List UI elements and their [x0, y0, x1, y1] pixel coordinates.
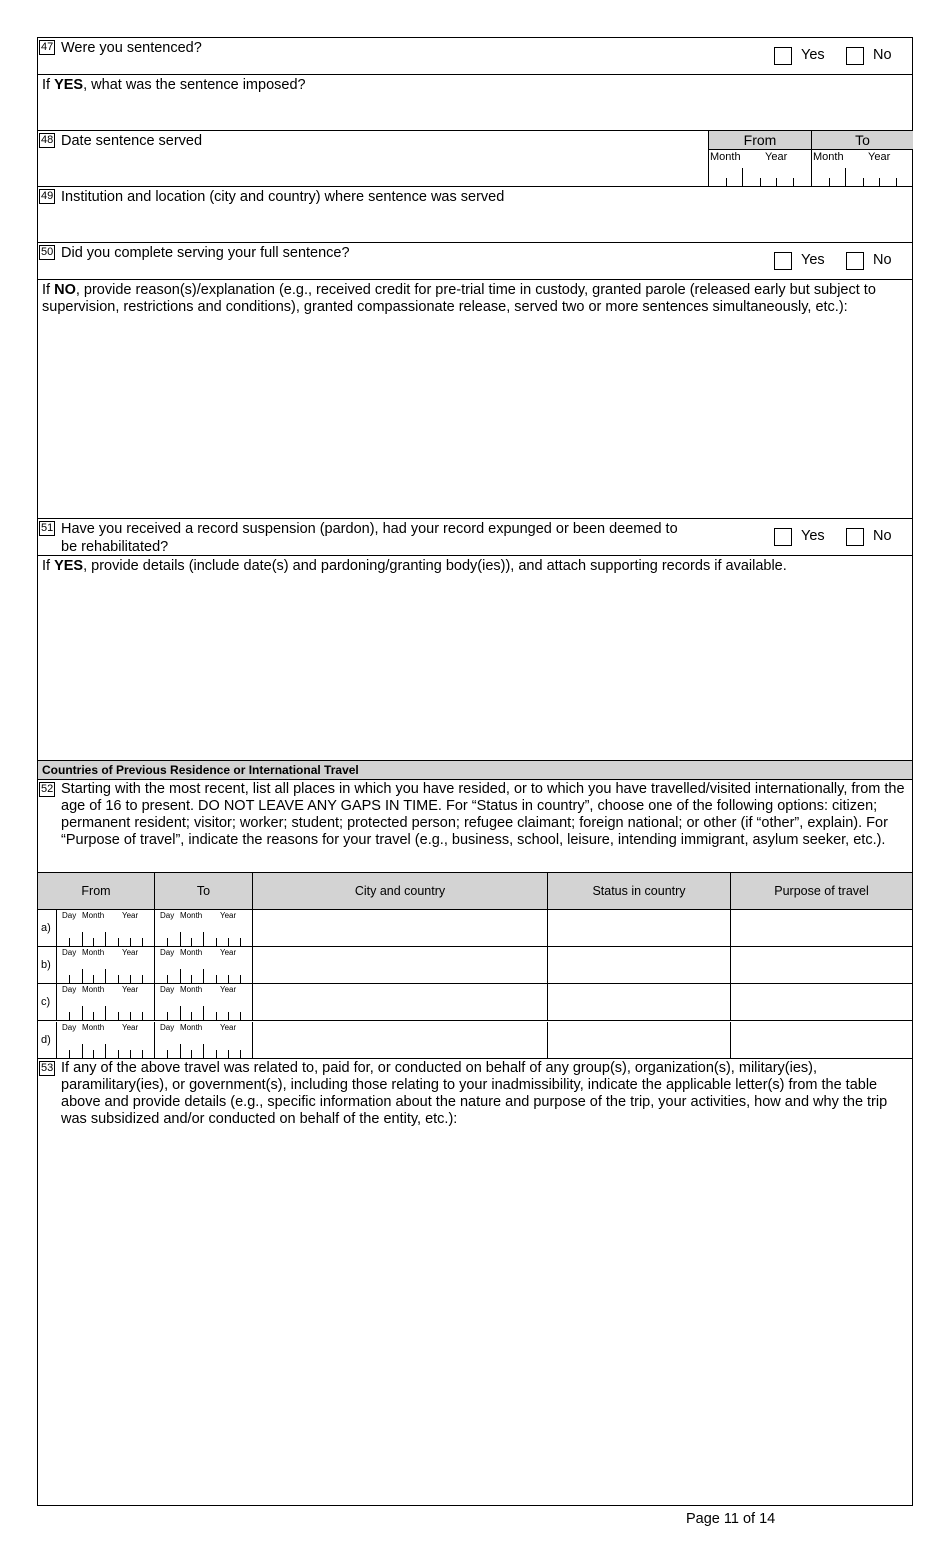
question-number: 47 — [41, 41, 54, 53]
date-from-block[interactable] — [708, 131, 811, 186]
question-text: Did you complete serving your full sentence? — [61, 245, 350, 261]
q50-yes-checkbox[interactable] — [774, 252, 792, 270]
row-letter: d) — [41, 1034, 51, 1046]
status-field[interactable] — [547, 947, 730, 983]
city-country-field[interactable] — [252, 984, 547, 1020]
q50-no-checkbox[interactable] — [846, 252, 864, 270]
page-number: Page 11 of 14 — [686, 1511, 776, 1527]
to-date-field[interactable] — [154, 947, 252, 983]
date-part-label: Month — [82, 911, 105, 920]
date-part-label: Month — [180, 948, 203, 957]
question-text: Starting with the most recent, list all places in which you have resided, or to which you have travelled/visited internationally, from the age of 16 to present. DO NOT LEAVE ANY GAPS IN TIME. For “Status in country”, choose one of the following options: citizen; permanent resident; visitor; worker; student; protected person; refugee claimant; foreign national; or other (if “other”, explain). For “Purpose of travel”, indicate the reasons for your travel (e.g., business, school, leisure, intending immigrant, asylum seeker, etc.). — [61, 781, 905, 848]
field-label: If NO, provide reason(s)/explanation (e.g., received credit for pre-trial time in custody, granted parole (released early but subject to supervision, restrictions and conditions), granted compassionate release, served two or more sentences simultaneously, etc.): — [42, 282, 876, 315]
date-part-label: Month — [82, 985, 105, 994]
city-country-field[interactable] — [252, 1022, 547, 1058]
q51-row — [38, 519, 912, 556]
date-part-label: Day — [160, 1023, 175, 1032]
q48-row — [38, 131, 912, 187]
year-label: Year — [868, 151, 891, 163]
month-label: Month — [813, 151, 844, 163]
table-row — [38, 1022, 912, 1059]
question-text-line2: be rehabilitated? — [61, 539, 169, 555]
month-label: Month — [710, 151, 741, 163]
row-letter: c) — [41, 996, 51, 1008]
date-part-label: Year — [122, 1023, 139, 1032]
to-date-field[interactable] — [154, 1022, 252, 1058]
date-part-label: Month — [180, 1023, 203, 1032]
purpose-field[interactable] — [730, 910, 912, 946]
city-country-field[interactable] — [252, 910, 547, 946]
question-number: 50 — [41, 246, 54, 258]
section-header — [38, 761, 912, 780]
date-part-label: Day — [62, 1023, 77, 1032]
question-text: Date sentence served — [61, 133, 203, 149]
q47-yes-checkbox[interactable] — [774, 47, 792, 65]
col-city: City and country — [252, 873, 547, 909]
question-text: Institution and location (city and country) where sentence was served — [61, 189, 505, 205]
row-letter: b) — [41, 959, 51, 971]
question-number: 48 — [41, 134, 54, 146]
q50-row — [38, 243, 912, 280]
no-label: No — [873, 252, 892, 268]
q47-no-checkbox[interactable] — [846, 47, 864, 65]
date-part-label: Month — [180, 911, 203, 920]
date-part-label: Day — [62, 948, 77, 957]
col-to: To — [154, 873, 252, 909]
date-part-label: Day — [160, 948, 175, 957]
date-part-label: Year — [122, 911, 139, 920]
date-part-label: Year — [220, 1023, 237, 1032]
q51-yes-checkbox[interactable] — [774, 528, 792, 546]
yes-label: Yes — [801, 252, 825, 268]
table-row — [38, 984, 912, 1021]
date-part-label: Year — [220, 985, 237, 994]
field-label: If YES, provide details (include date(s) and pardoning/granting body(ies)), and attach supporting records if available. — [42, 558, 787, 574]
from-date-field[interactable] — [56, 947, 154, 983]
date-part-label: Year — [220, 911, 237, 920]
date-part-label: Year — [122, 948, 139, 957]
status-field[interactable] — [547, 910, 730, 946]
q49-row[interactable] — [38, 187, 912, 243]
col-purpose: Purpose of travel — [730, 873, 912, 909]
yes-label: Yes — [801, 528, 825, 544]
question-number: 52 — [41, 783, 54, 795]
purpose-field[interactable] — [730, 984, 912, 1020]
table-row — [38, 910, 912, 947]
col-from: From — [81, 884, 111, 898]
date-part-label: Day — [160, 911, 175, 920]
date-part-label: Year — [122, 985, 139, 994]
field-label: If YES, what was the sentence imposed? — [42, 77, 306, 93]
date-part-label: Day — [160, 985, 175, 994]
status-field[interactable] — [547, 984, 730, 1020]
form-page — [37, 37, 913, 1506]
city-country-field[interactable] — [252, 947, 547, 983]
to-date-field[interactable] — [154, 984, 252, 1020]
question-number: 51 — [41, 522, 54, 534]
no-label: No — [873, 528, 892, 544]
table-row — [38, 947, 912, 984]
question-text: Were you sentenced? — [61, 40, 202, 56]
q53-field[interactable] — [38, 1059, 912, 1505]
date-part-label: Month — [82, 948, 105, 957]
col-status: Status in country — [547, 873, 730, 909]
from-date-field[interactable] — [56, 910, 154, 946]
date-to-block[interactable] — [811, 131, 913, 186]
date-part-label: Month — [82, 1023, 105, 1032]
purpose-field[interactable] — [730, 1022, 912, 1058]
to-header: To — [812, 131, 913, 150]
question-number: 53 — [41, 1062, 54, 1074]
from-date-field[interactable] — [56, 984, 154, 1020]
date-part-label: Day — [62, 985, 77, 994]
q51-no-checkbox[interactable] — [846, 528, 864, 546]
section-title: Countries of Previous Residence or International Travel — [42, 763, 359, 777]
q47-row — [38, 38, 912, 75]
status-field[interactable] — [547, 1022, 730, 1058]
row-letter: a) — [41, 922, 51, 934]
date-part-label: Day — [62, 911, 77, 920]
date-part-label: Month — [180, 985, 203, 994]
q50-explanation-field[interactable] — [38, 280, 912, 519]
table-header — [38, 873, 912, 910]
from-date-field[interactable] — [56, 1022, 154, 1058]
q51-details-field[interactable] — [38, 556, 912, 761]
no-label: No — [873, 47, 892, 63]
date-part-label: Year — [220, 948, 237, 957]
question-text: Have you received a record suspension (pardon), had your record expunged or been deemed to — [61, 521, 678, 537]
q47-sentence-field[interactable] — [38, 75, 912, 131]
yes-label: Yes — [801, 47, 825, 63]
q52-row — [38, 780, 912, 873]
question-number: 49 — [41, 190, 54, 202]
purpose-field[interactable] — [730, 947, 912, 983]
to-date-field[interactable] — [154, 910, 252, 946]
year-label: Year — [765, 151, 788, 163]
question-text: If any of the above travel was related to, paid for, or conducted on behalf of any group(s), organization(s), military(ies), paramilitary(ies), or government(s), including those relating to your inadmissibility, indicate the applicable letter(s) from the table above and provide details (e.g., specific information about the nature and purpose of the trip, your activities, how and why the trip was subsidized and/or conducted on behalf of the entity, etc.): — [61, 1060, 888, 1127]
from-header: From — [709, 131, 811, 150]
